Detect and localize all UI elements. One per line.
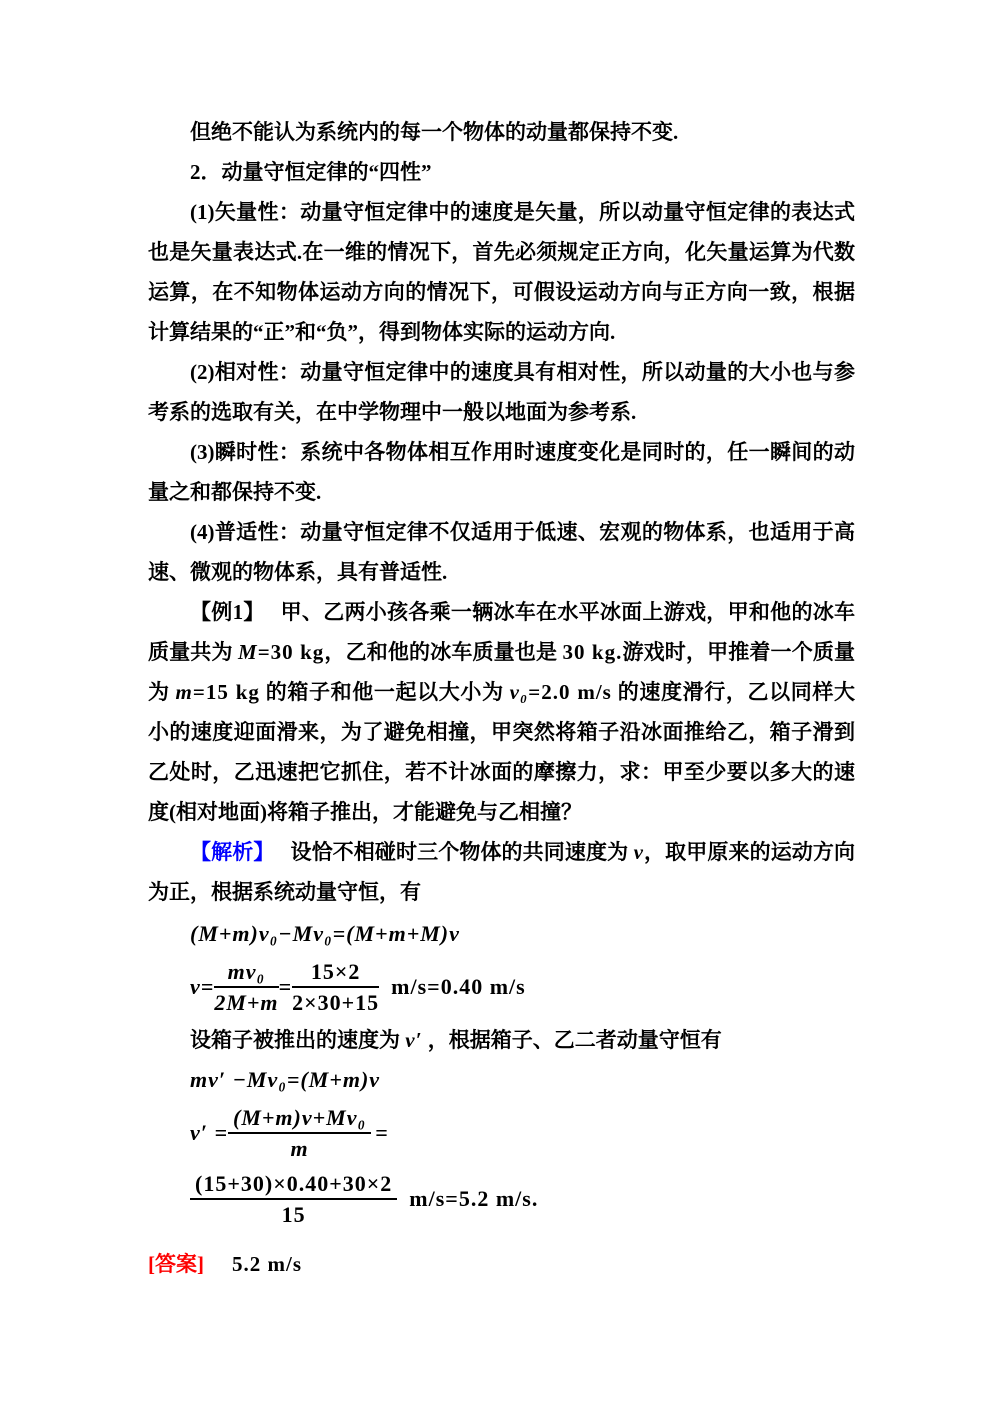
example-var-M: M (238, 640, 258, 664)
property-paragraph-3: (3)瞬时性：系统中各物体相互作用时速度变化是同时的，任一瞬间的动量之和都保持不变. (148, 440, 855, 504)
analysis-paragraph (148, 832, 855, 912)
document-page (148, 112, 855, 1284)
example-text-e: 游戏时，甲推着一个质量为 (148, 640, 856, 704)
equation-1-expression: (M+m)v₀−Mv₀=(M+m+M)v (190, 921, 460, 946)
equation-5 (190, 1166, 855, 1232)
box-speed-sentence (148, 1020, 855, 1060)
equation-2 (190, 954, 855, 1020)
box-var-vprime: v′ (405, 1028, 423, 1052)
example-math-d: 30 kg. (562, 640, 623, 664)
example-math-b: =30 kg (257, 640, 325, 664)
equation-4-fraction (228, 1105, 371, 1162)
fraction-numerator: mv₀ (214, 959, 278, 988)
analysis-text-b: ，取甲原来的运动方向为正，根据系统动量守恒，有 (148, 840, 856, 904)
equation-5-fraction (190, 1171, 397, 1228)
example-text-g: 的箱子和他一起以大小为 (259, 680, 510, 704)
answer-value: 5.2 m/s (232, 1252, 302, 1276)
equation-3-expression: mv′ −Mv₀=(M+m)v (190, 1067, 381, 1092)
section-heading: 2．动量守恒定律的“四性” (190, 160, 432, 184)
box-text-b: ，根据箱子、乙二者动量守恒有 (422, 1028, 722, 1052)
analysis-text-a: 设恰不相碰时三个物体的共同速度为 (290, 840, 634, 864)
example-math-f: =15 kg (192, 680, 260, 704)
example-paragraph (148, 592, 855, 832)
analysis-var-v: v (633, 840, 644, 864)
equation-4 (190, 1100, 855, 1166)
property-paragraph-2: (2)相对性：动量守恒定律中的速度具有相对性，所以动量的大小也与参考系的选取有关，在中学物理中一般以地面为参考系. (148, 360, 855, 424)
property-paragraph-4: (4)普适性：动量守恒定律不仅适用于低速、宏观的物体系，也适用于高速、微观的物体系，具有普适性. (148, 520, 855, 584)
fraction-denominator: 2×30+15 (292, 990, 380, 1015)
answer-label: [答案] (148, 1252, 204, 1276)
property-paragraph-1: (1)矢量性：动量守恒定律中的速度是矢量，所以动量守恒定律的表达式也是矢量表达式.在一维的情况下，首先必须规定正方向，化矢量运算为代数运算，在不知物体运动方向的情况下，可假设运动方向与正方向一致，根据计算结果的“正”和“负”，得到物体实际的运动方向. (148, 200, 855, 344)
example-label: 【例1】 (190, 600, 265, 624)
equation-2-result: m/s=0.40 m/s (391, 974, 526, 999)
equation-2-equals: = (278, 974, 293, 999)
example-text-c: ，乙和他的冰车质量也是 (324, 640, 563, 664)
answer-line (148, 1244, 855, 1284)
equation-2-lhs: v= (190, 974, 215, 999)
fraction-denominator: 15 (281, 1202, 306, 1227)
example-text-i: 的速度滑行，乙以同样大小的速度迎面滑来，为了避免相撞，甲突然将箱子沿冰面推给乙，箱子滑到乙处时，乙迅速把它抓住，若不计冰面的摩擦力，求：甲至少要以多大的速度(相对地面)将箱子推出，才能避免与乙相撞？ (148, 680, 856, 824)
example-math-h: =2.0 m/s (528, 680, 612, 704)
intro-paragraph: 但绝不能认为系统内的每一个物体的动量都保持不变. (190, 120, 679, 144)
example-text-a: 甲、乙两小孩各乘一辆冰车在水平冰面上游戏，甲和他的冰车质量共为 (148, 600, 856, 664)
equation-4-equals: = (375, 1120, 389, 1145)
equation-1 (190, 914, 855, 954)
fraction-numerator: 15×2 (292, 959, 379, 988)
equation-3 (190, 1060, 855, 1100)
fraction-numerator: (M+m)v+Mv₀ (228, 1105, 371, 1134)
example-var-v0: v₀ (509, 680, 529, 704)
example-var-m: m (175, 680, 193, 704)
fraction-denominator: 2M+m (214, 990, 279, 1015)
equation-5-result: m/s=5.2 m/s. (409, 1186, 539, 1211)
equation-2-fraction-symbolic (214, 959, 278, 1016)
equation-4-lhs: v′ = (190, 1120, 228, 1145)
equation-2-fraction-numeric (292, 959, 379, 1016)
box-text-a: 设箱子被推出的速度为 (190, 1028, 406, 1052)
fraction-numerator: (15+30)×0.40+30×2 (190, 1171, 397, 1200)
fraction-denominator: m (290, 1136, 309, 1161)
analysis-label: 【解析】 (190, 840, 275, 864)
